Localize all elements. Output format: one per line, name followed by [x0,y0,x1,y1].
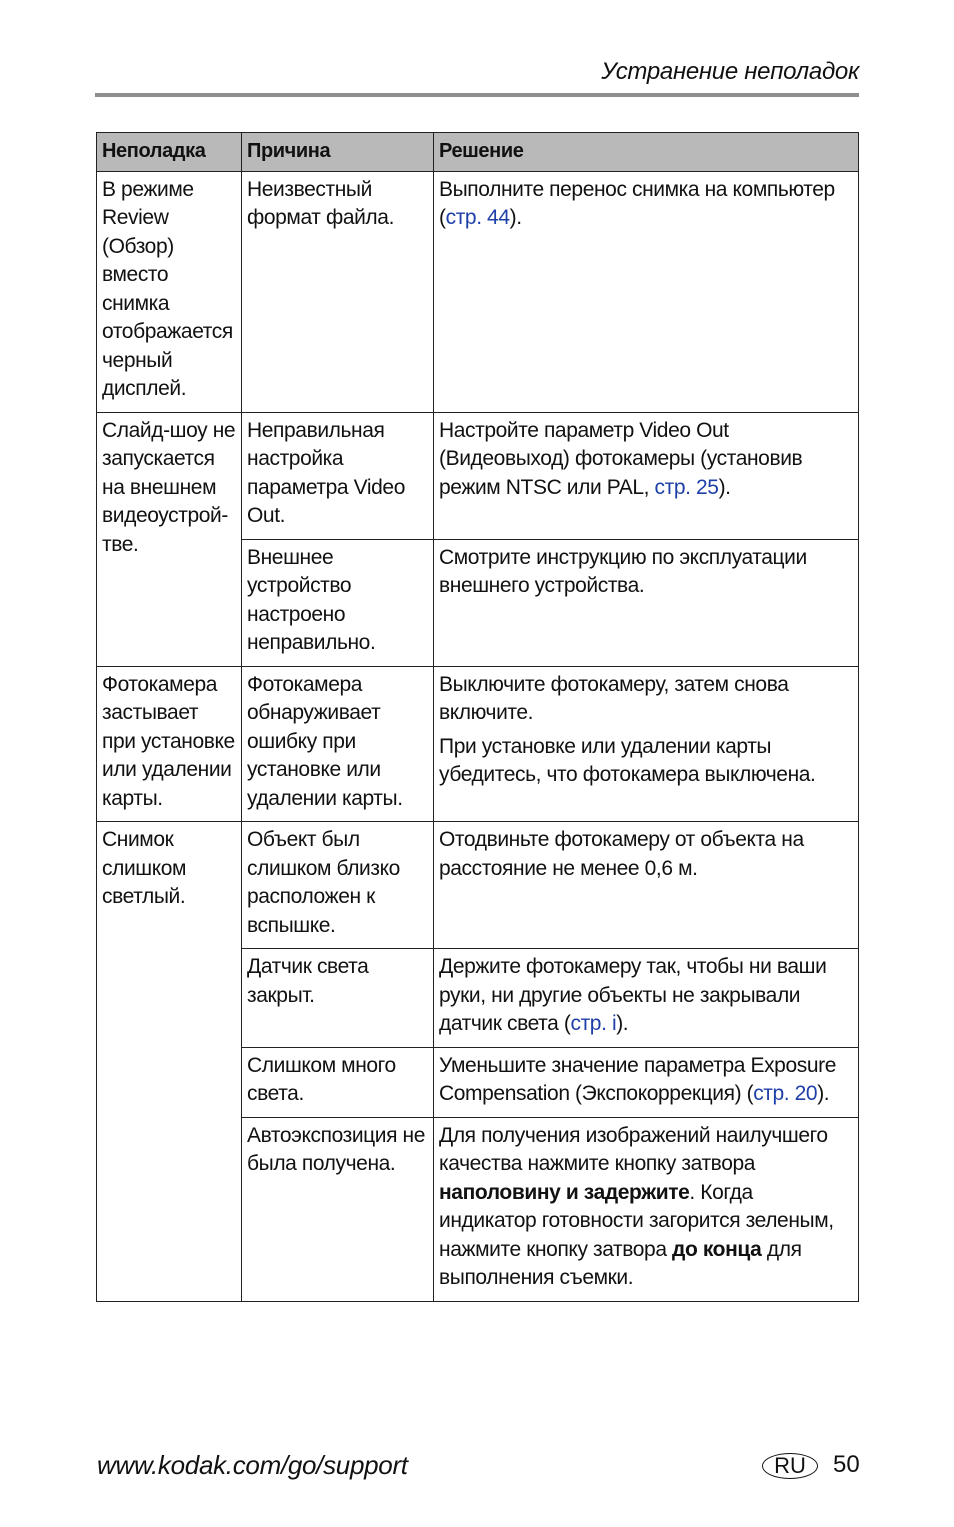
column-header-cause: Причина [242,133,434,172]
table-header-row [97,133,859,172]
solution-cell [434,949,859,1048]
solution-bold-text: наполовину и задержите [439,1180,690,1204]
cause-cell: Объект был слишком близко расположен к вспышке. [242,822,434,949]
cause-cell: Датчик света закрыт. [242,949,434,1048]
solution-text: Держите фотокамеру так, чтобы ни ваши руки, ни другие объекты не закрывали датчик света ( [439,955,827,1035]
solution-text: ). [718,475,731,499]
table-row [97,171,859,412]
table-row [97,822,859,949]
language-badge: RU [762,1453,818,1479]
cause-cell: Неправильная настройка параметра Video Out. [242,412,434,539]
solution-text: ). [616,1012,629,1035]
solution-text: Выполните перенос снимка на компьютер ( [439,177,835,229]
solution-cell: Отодвиньте фотокамеру от объекта на расстояние не менее 0,6 м. [434,822,859,949]
cause-cell: Фотокамера обнаруживает ошибку при установке или удалении карты. [242,666,434,822]
solution-text: Для получения изображений наилучшего качества нажмите кнопку затвора [439,1123,828,1175]
solution-text: ). [509,206,522,229]
solution-cell [434,1047,859,1117]
solution-text: ). [817,1082,830,1105]
solution-cell [434,412,859,539]
problem-cell: Снимок слишком светлый. [97,822,242,1302]
page-link[interactable]: стр. i [570,1012,617,1035]
page-header-title: Устранение неполадок [601,58,859,85]
page-number: 50 [833,1451,860,1478]
problem-cell: В режиме Review (Обзор) вместо снимка отображается черный дисплей. [97,171,242,412]
header-rule [95,93,859,97]
solution-text: . Когда индикатор готовности загорится зеленым, нажмите кнопку затвора [439,1180,834,1261]
solution-paragraph: При установке или удалении карты убедитесь, что фотокамера выключена. [439,734,816,786]
solution-paragraph: Выключите фотокамеру, затем снова включите. [439,672,789,724]
solution-cell: Смотрите инструкцию по эксплуатации внешнего устройства. [434,539,859,666]
solution-cell [434,171,859,412]
solution-text: Уменьшите значение параметра Exposure Compensation (Экспокоррекция) ( [439,1053,836,1105]
problem-cell: Фотокамера застывает при установке или удалении карты. [97,666,242,822]
page-link[interactable]: стр. 25 [654,475,719,499]
column-header-solution: Решение [434,133,859,172]
solution-cell [434,1117,859,1301]
problem-cell: Слайд-шоу не запускается на внешнем видеоустрой-тве. [97,412,242,666]
cause-cell: Внешнее устройство настроено неправильно. [242,539,434,666]
troubleshooting-table [96,132,859,1302]
solution-bold-text: до конца [672,1237,762,1261]
solution-cell [434,666,859,822]
column-header-problem: Неполадка [97,133,242,172]
table-row [97,666,859,822]
cause-cell: Автоэкспозиция не была получена. [242,1117,434,1301]
table-row [97,412,859,539]
cause-cell: Неизвестный формат файла. [242,171,434,412]
solution-text: для выполнения съемки. [439,1237,802,1289]
page-link[interactable]: стр. 44 [445,206,510,229]
footer-support-url[interactable]: www.kodak.com/go/support [97,1450,408,1480]
page-link[interactable]: стр. 20 [753,1082,818,1105]
cause-cell: Слишком много света. [242,1047,434,1117]
solution-text: Настройте параметр Video Out (Видеовыход) фотокамеры (установив режим NTSC или PAL, [439,418,803,499]
